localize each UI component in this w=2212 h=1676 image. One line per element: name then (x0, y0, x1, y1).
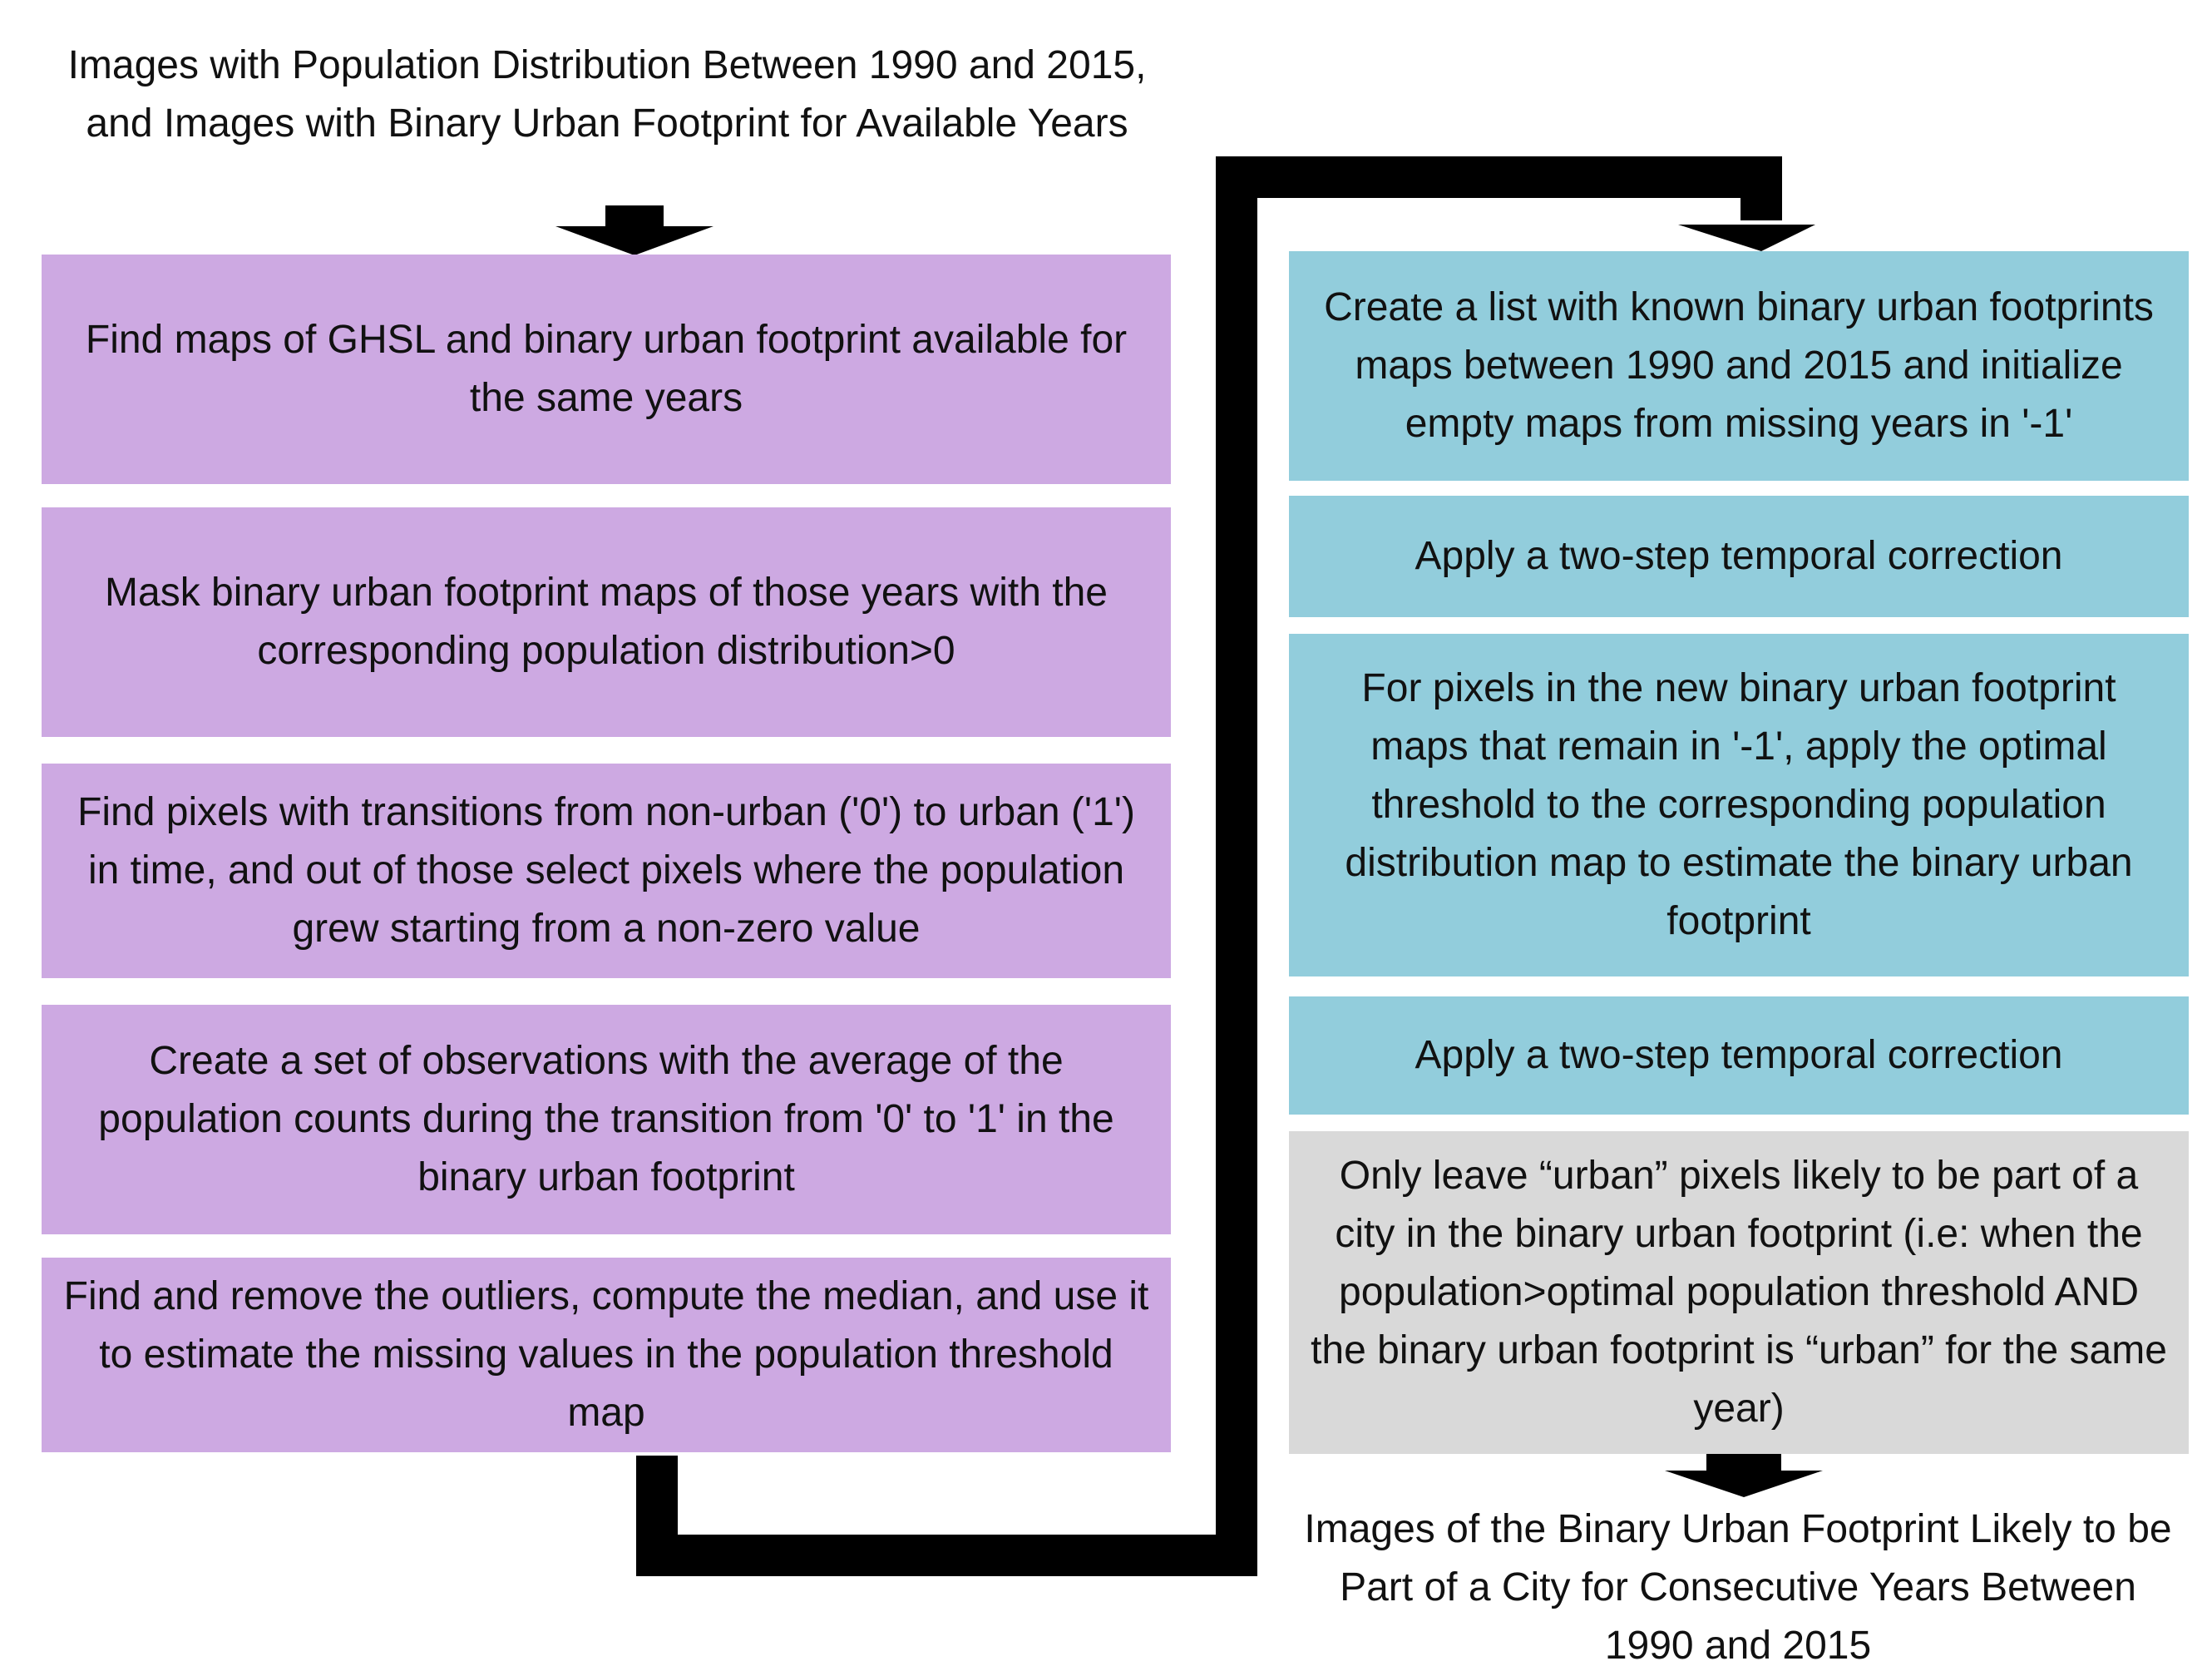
right-step-5-final (1289, 1131, 2189, 1454)
left-step-4 (42, 1005, 1171, 1234)
left-step-2-text: Mask binary urban footprint maps of those years with the corresponding population distribution>0 (105, 571, 1108, 673)
top-caption-text: Images with Population Distribution Between 1990 and 2015, and Images with Binary Urban Footprint for Available Years (67, 43, 1147, 146)
right-step-3-text: For pixels in the new binary urban footprint maps that remain in '-1', apply the optimal threshold to the corresponding population distribution map to estimate the binary urban footprint (1345, 666, 2133, 943)
left-step-3-text: Find pixels with transitions from non-urban ('0') to urban ('1') in time, and out of those select pixels where the population grew starting from a non-zero value (77, 790, 1135, 951)
left-step-5 (42, 1258, 1171, 1452)
left-step-3 (42, 764, 1171, 978)
right-step-2 (1289, 496, 2189, 617)
right-step-1-text: Create a list with known binary urban footprints maps between 1990 and 2015 and initialize empty maps from missing years in '-1' (1324, 285, 2154, 446)
right-step-4 (1289, 996, 2189, 1115)
right-step-3 (1289, 634, 2189, 976)
left-step-1-text: Find maps of GHSL and binary urban footprint available for the same years (85, 318, 1128, 420)
bottom-caption (1297, 1500, 2179, 1675)
top-caption (33, 37, 1181, 153)
left-step-1 (42, 255, 1171, 484)
left-step-5-text: Find and remove the outliers, compute the median, and use it to estimate the missing values in the population threshold map (63, 1274, 1149, 1435)
right-step-1 (1289, 251, 2189, 481)
arrow-into-left-column (555, 205, 713, 255)
arrow-to-bottom-caption (1665, 1451, 1823, 1497)
right-step-5-text: Only leave “urban” pixels likely to be part of a city in the binary urban footprint (i.e: when the population>optimal population threshold AND the binary urban footprint is “urban” for the same year) (1311, 1154, 2167, 1431)
arrow-into-right-column (1678, 225, 1815, 251)
right-step-2-text: Apply a two-step temporal correction (1415, 534, 2063, 578)
left-step-4-text: Create a set of observations with the average of the population counts during the transition from '0' to '1' in the binary urban footprint (98, 1039, 1114, 1199)
right-step-4-text: Apply a two-step temporal correction (1415, 1033, 2063, 1077)
bottom-caption-text: Images of the Binary Urban Footprint Likely to be Part of a City for Consecutive Years Between 1990 and 2015 (1304, 1507, 2172, 1668)
left-step-2 (42, 507, 1171, 737)
